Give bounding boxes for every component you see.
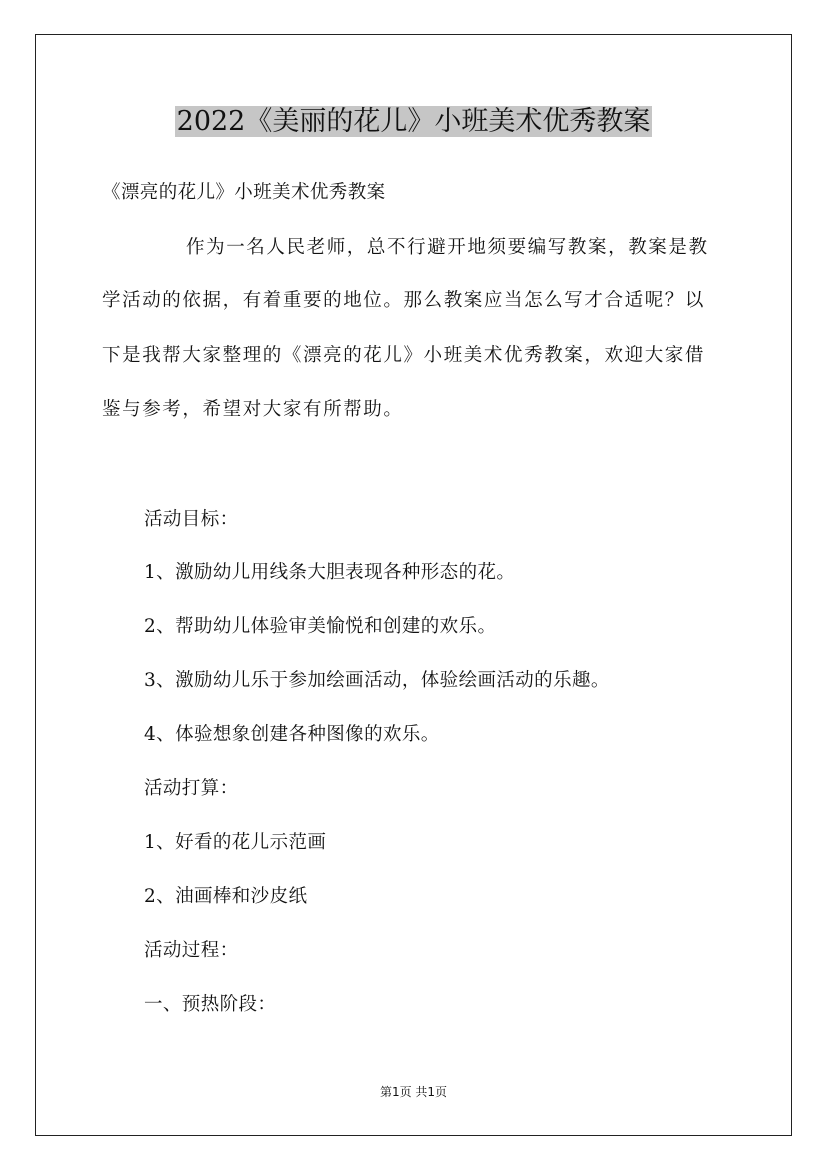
- prep-heading: 活动打算：: [144, 778, 239, 799]
- page-footer: 第1页 共1页: [379, 1085, 448, 1099]
- goals-heading: 活动目标：: [144, 509, 239, 530]
- goal-item-3: 3、激励幼儿乐于参加绘画活动，体验绘画活动的乐趣。: [144, 670, 610, 691]
- goal-item-1: 1、激励幼儿用线条大胆表现各种形态的花。: [144, 562, 516, 583]
- goal-item-2: 2、帮助幼儿体验审美愉悦和创建的欢乐。: [144, 616, 497, 637]
- intro-line-2: 学活动的依据，有着重要的地位。那么教案应当怎么写才合适呢？以: [102, 290, 706, 311]
- intro-line-1: 作为一名人民老师，总不行避开地须要编写教案，教案是教: [186, 237, 709, 258]
- process-heading: 活动过程：: [144, 940, 239, 961]
- document-title-text: 2022《美丽的花儿》小班美术优秀教案: [176, 106, 651, 137]
- prep-item-1: 1、好看的花儿示范画: [144, 832, 327, 853]
- prep-item-2: 2、油画棒和沙皮纸: [144, 886, 308, 907]
- intro-line-3: 下是我帮大家整理的《漂亮的花儿》小班美术优秀教案，欢迎大家借: [102, 345, 706, 366]
- document-title: [0, 100, 827, 144]
- goal-item-4: 4、体验想象创建各种图像的欢乐。: [144, 724, 440, 745]
- document-subtitle: 《漂亮的花儿》小班美术优秀教案: [102, 182, 386, 203]
- process-step-1: 一、预热阶段：: [144, 994, 277, 1015]
- intro-line-4: 鉴与参考，希望对大家有所帮助。: [102, 399, 404, 420]
